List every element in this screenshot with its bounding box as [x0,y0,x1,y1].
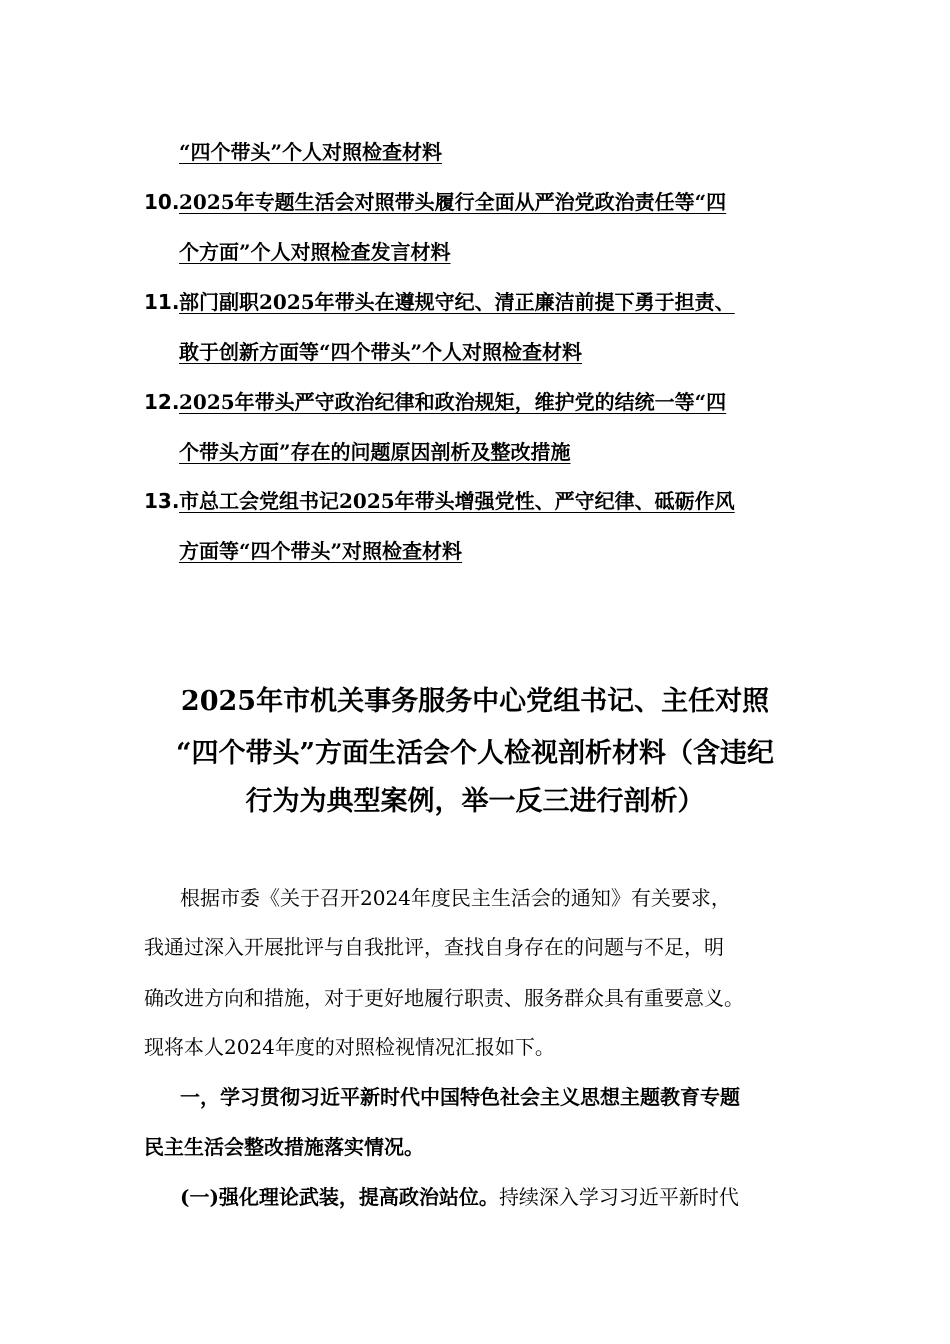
toc-item-line[interactable]: 2025年专题生活会对照带头履行全面从严治党政治责任等“四 [179,190,727,214]
toc-item-line[interactable]: 敢于创新方面等“四个带头”个人对照检查材料 [179,340,583,364]
paragraph-line: 根据市委《关于召开2024年度民主生活会的通知》有关要求， [180,886,731,910]
toc-item-number: 12. [144,390,180,414]
toc-item-line[interactable]: 部门副职2025年带头在遵规守纪、清正廉洁前提下勇于担责、 [179,290,735,314]
section-heading-line: 一，学习贯彻习近平新时代中国特色社会主义思想主题教育专题 [180,1085,740,1109]
subsection-heading: (一)强化理论武装，提高政治站位。 [180,1185,499,1209]
subsection-paragraph [180,1184,739,1210]
section-heading-line: 民主生活会整改措施落实情况。 [144,1135,424,1159]
toc-item-number: 13. [144,489,180,513]
title-line: “四个带头”方面生活会个人检视剖析材料（含违纪 [175,738,775,769]
subsection-text: 持续深入学习习近平新时代 [498,1185,739,1209]
toc-item-line[interactable]: 方面等“四个带头”对照检查材料 [179,539,463,563]
paragraph-line: 我通过深入开展批评与自我批评，查找自身存在的问题与不足，明 [144,935,724,959]
toc-item-line[interactable]: 个带头方面”存在的问题原因剖析及整改措施 [179,440,571,464]
paragraph-line: 现将本人2024年度的对照检视情况汇报如下。 [144,1035,555,1059]
toc-item-line[interactable]: 市总工会党组书记2025年带头增强党性、严守纪律、砥砺作风 [179,489,735,513]
title-line: 2025年市机关事务服务中心党组书记、主任对照 [180,686,770,717]
toc-item-number: 10. [144,190,180,214]
toc-item-number: 11. [144,290,180,314]
toc-item-line[interactable]: 个方面”个人对照检查发言材料 [179,240,451,264]
title-line: 行为为典型案例，举一反三进行剖析） [245,786,705,817]
toc-item-line[interactable]: “四个带头”个人对照检查材料 [179,140,443,164]
toc-item-line[interactable]: 2025年带头严守政治纪律和政治规矩，维护党的结统一等“四 [179,390,727,414]
paragraph-line: 确改进方向和措施，对于更好地履行职责、服务群众具有重要意义。 [144,986,744,1010]
